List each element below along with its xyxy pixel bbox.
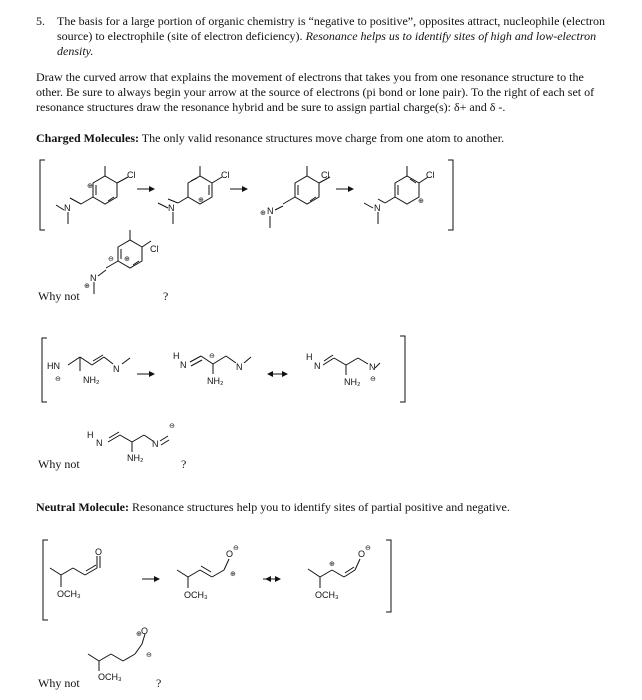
intro-italic-text: Resonance helps us to identify sites of high and low-electron density. <box>57 29 597 58</box>
resonance-structure-3a <box>50 547 102 599</box>
nh2-label-2a: NH₂ <box>83 375 100 385</box>
question-mark-1: ? <box>163 289 169 303</box>
why-not-label-1: Why not <box>38 289 80 303</box>
n-label-wn2-left: N <box>96 438 103 448</box>
h-label-wn2: H <box>87 430 94 440</box>
plus-charge-3c: ⊕ <box>329 561 335 568</box>
h-label-2b: H <box>173 351 180 361</box>
och3-label-3a: OCH₃ <box>57 589 81 599</box>
why-not-structure-2 <box>87 423 175 463</box>
plus-charge-1d: ⊕ <box>418 198 424 205</box>
resonance-structure-2c <box>306 352 380 387</box>
hn-label-2a: HN <box>47 361 60 371</box>
o-label-3c: O <box>358 549 366 559</box>
minus-charge-wn3: ⊖ <box>146 652 152 659</box>
plus-charge-wn3: ⊕ <box>136 631 142 638</box>
o-label-3b: O <box>226 549 234 559</box>
question-mark-2: ? <box>181 457 187 471</box>
nh2-label-wn2: NH₂ <box>127 453 144 463</box>
nh2-label-2b: NH₂ <box>207 376 224 386</box>
resonance-structure-2b <box>173 351 251 386</box>
resonance-structure-1d <box>364 166 435 224</box>
neutral-heading: Neutral Molecule: <box>36 500 129 514</box>
intro-plain-text: The basis for a large portion of organic chemistry is “negative to positive”, opposites attract, nucleophile (electron source) to electrophile (site of electron deficiency). <box>57 14 606 43</box>
och3-label-wn3: OCH₃ <box>98 672 122 682</box>
bracket-left-3 <box>43 540 48 620</box>
minus-charge-3b: ⊖ <box>233 545 239 552</box>
bracket-left-1 <box>40 160 45 230</box>
minus-charge-3c: ⊖ <box>365 545 371 552</box>
plus-charge-wn1-n: ⊕ <box>84 283 90 290</box>
n-label-1d: N <box>374 203 381 213</box>
resonance-structure-3c <box>308 545 371 600</box>
cl-label-1a: Cl <box>127 170 136 180</box>
n-label-2c-left: N <box>314 361 321 371</box>
nh2-label-2c: NH₂ <box>344 377 361 387</box>
och3-label-3c: OCH₃ <box>315 590 339 600</box>
question-number: 5. <box>36 14 45 28</box>
bracket-right-1 <box>448 160 453 230</box>
n-label-1a: N <box>64 203 71 213</box>
why-not-label-2: Why not <box>38 457 80 471</box>
n-label-1b: N <box>168 203 175 213</box>
neutral-text: Resonance structures help you to identify sites of partial positive and negative. <box>131 500 510 514</box>
bracket-right-3 <box>386 540 391 612</box>
n-label-2a: N <box>113 364 120 374</box>
bracket-right-2 <box>400 336 405 402</box>
och3-label-3b: OCH₃ <box>184 590 208 600</box>
n-label-wn2-right: N <box>152 439 159 449</box>
instructions-paragraph: Draw the curved arrow that explains the movement of electrons that takes you from one resonance structure to the other. Be sure to always begin your arrow at the source of electrons (pi bond or lone pair). To the right of each set of resonance structures draw the resonance hybrid and be sure to assign partial charge(s): δ+ and δ -. <box>36 70 595 114</box>
cl-label-1d: Cl <box>426 170 435 180</box>
resonance-structure-1b <box>158 166 230 224</box>
minus-charge-wn2: ⊖ <box>169 423 175 430</box>
n-label-2b-right: N <box>236 362 243 372</box>
charged-heading: Charged Molecules: <box>36 131 139 145</box>
plus-charge-1a: ⊕ <box>87 183 93 190</box>
o-label-3a: O <box>95 547 103 557</box>
resonance-structure-1c <box>260 166 330 228</box>
n-label-2c-right: N <box>369 362 376 372</box>
minus-charge-2a: ⊖ <box>55 376 61 383</box>
plus-charge-1c: ⊕ <box>260 210 266 217</box>
plus-charge-3b: ⊕ <box>230 571 236 578</box>
cl-label-1b: Cl <box>221 170 230 180</box>
resonance-structure-1a <box>56 166 136 224</box>
n-label-1c: N <box>267 206 274 216</box>
plus-charge-wn1: ⊕ <box>124 256 130 263</box>
o-label-wn3: O <box>141 626 149 636</box>
minus-charge-2b: ⊖ <box>209 353 215 360</box>
n-label-wn1: N <box>90 273 97 283</box>
minus-charge-2c: ⊖ <box>370 376 376 383</box>
resonance-structure-3b <box>177 545 239 600</box>
resonance-structure-2a <box>47 355 130 385</box>
cl-label-1c: Cl <box>321 170 330 180</box>
why-not-structure-1 <box>84 230 159 294</box>
charged-text: The only valid resonance structures move charge from one atom to another. <box>141 131 505 145</box>
n-label-2b-left: N <box>180 360 187 370</box>
plus-charge-1b: ⊕ <box>198 197 204 204</box>
minus-charge-wn1: ⊖ <box>108 256 114 263</box>
why-not-structure-3 <box>88 626 152 682</box>
h-label-2c: H <box>306 352 313 362</box>
why-not-label-3: Why not <box>38 676 80 690</box>
question-mark-3: ? <box>156 676 162 690</box>
cl-label-wn1: Cl <box>150 244 159 254</box>
